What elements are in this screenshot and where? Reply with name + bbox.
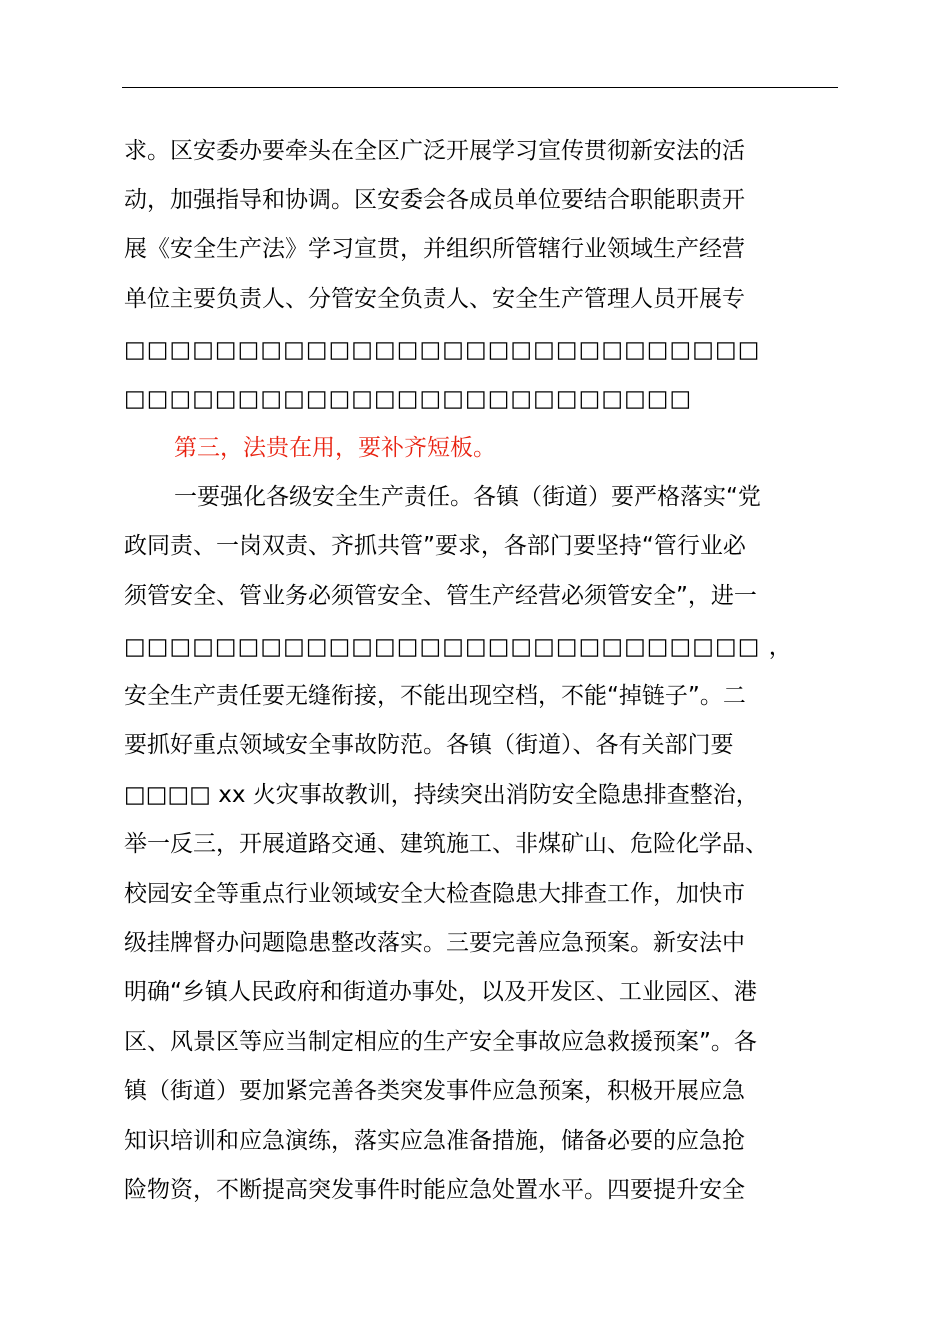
paragraph-line: 动，加强指导和协调。区安委会各成员单位要结合职能职责开	[124, 187, 745, 213]
paragraph-line: □□□□ xx 火灾事故教训，持续突出消防安全隐患排查整治，	[124, 782, 759, 808]
paragraph-line: 求。区安委办要牵头在全区广泛开展学习宣传贯彻新安法的活	[124, 138, 745, 164]
missing-glyph-line: □□□□□□□□□□□□□□□□□□□□□□□□□	[124, 386, 693, 412]
paragraph-line: 镇（街道）要加紧完善各类突发事件应急预案，积极开展应急	[124, 1078, 745, 1104]
missing-glyph-line: □□□□□□□□□□□□□□□□□□□□□□□□□□□□	[124, 337, 761, 363]
paragraph-line: 一要强化各级安全生产责任。各镇（街道）要严格落实“党	[174, 484, 761, 510]
paragraph-line: 须管安全、管业务必须管安全、管生产经营必须管安全”，进一	[124, 583, 757, 609]
paragraph-line: 举一反三，开展道路交通、建筑施工、非煤矿山、危险化学品、	[124, 831, 768, 857]
paragraph-line: 单位主要负责人、分管安全负责人、安全生产管理人员开展专	[124, 286, 745, 312]
header-rule	[122, 87, 838, 88]
paragraph-line: 区、风景区等应当制定相应的生产安全事故应急救援预案”。各	[124, 1029, 757, 1055]
paragraph-line: 级挂牌督办问题隐患整改落实。三要完善应急预案。新安法中	[124, 930, 745, 956]
paragraph-line: 知识培训和应急演练，落实应急准备措施，储备必要的应急抢	[124, 1128, 745, 1154]
paragraph-line: 要抓好重点领域安全事故防范。各镇（街道）、各有关部门要	[124, 732, 734, 758]
missing-glyph-line: □□□□□□□□□□□□□□□□□□□□□□□□□□□□ ，	[124, 634, 793, 660]
section-heading: 第三，法贵在用，要补齐短板。	[174, 435, 496, 461]
paragraph-line: 险物资，不断提高突发事件时能应急处置水平。四要提升安全	[124, 1177, 745, 1203]
paragraph-line: 展《安全生产法》学习宣贯，并组织所管辖行业领域生产经营	[124, 236, 745, 262]
paragraph-line: 校园安全等重点行业领域安全大检查隐患大排查工作，加快市	[124, 881, 745, 907]
paragraph-line: 明确“乡镇人民政府和街道办事处，以及开发区、工业园区、港	[124, 979, 757, 1005]
paragraph-line: 安全生产责任要无缝衔接，不能出现空档，不能“掉链子”。二	[124, 683, 746, 709]
paragraph-line: 政同责、一岗双责、齐抓共管”要求，各部门要坚持“管行业必	[124, 533, 746, 559]
